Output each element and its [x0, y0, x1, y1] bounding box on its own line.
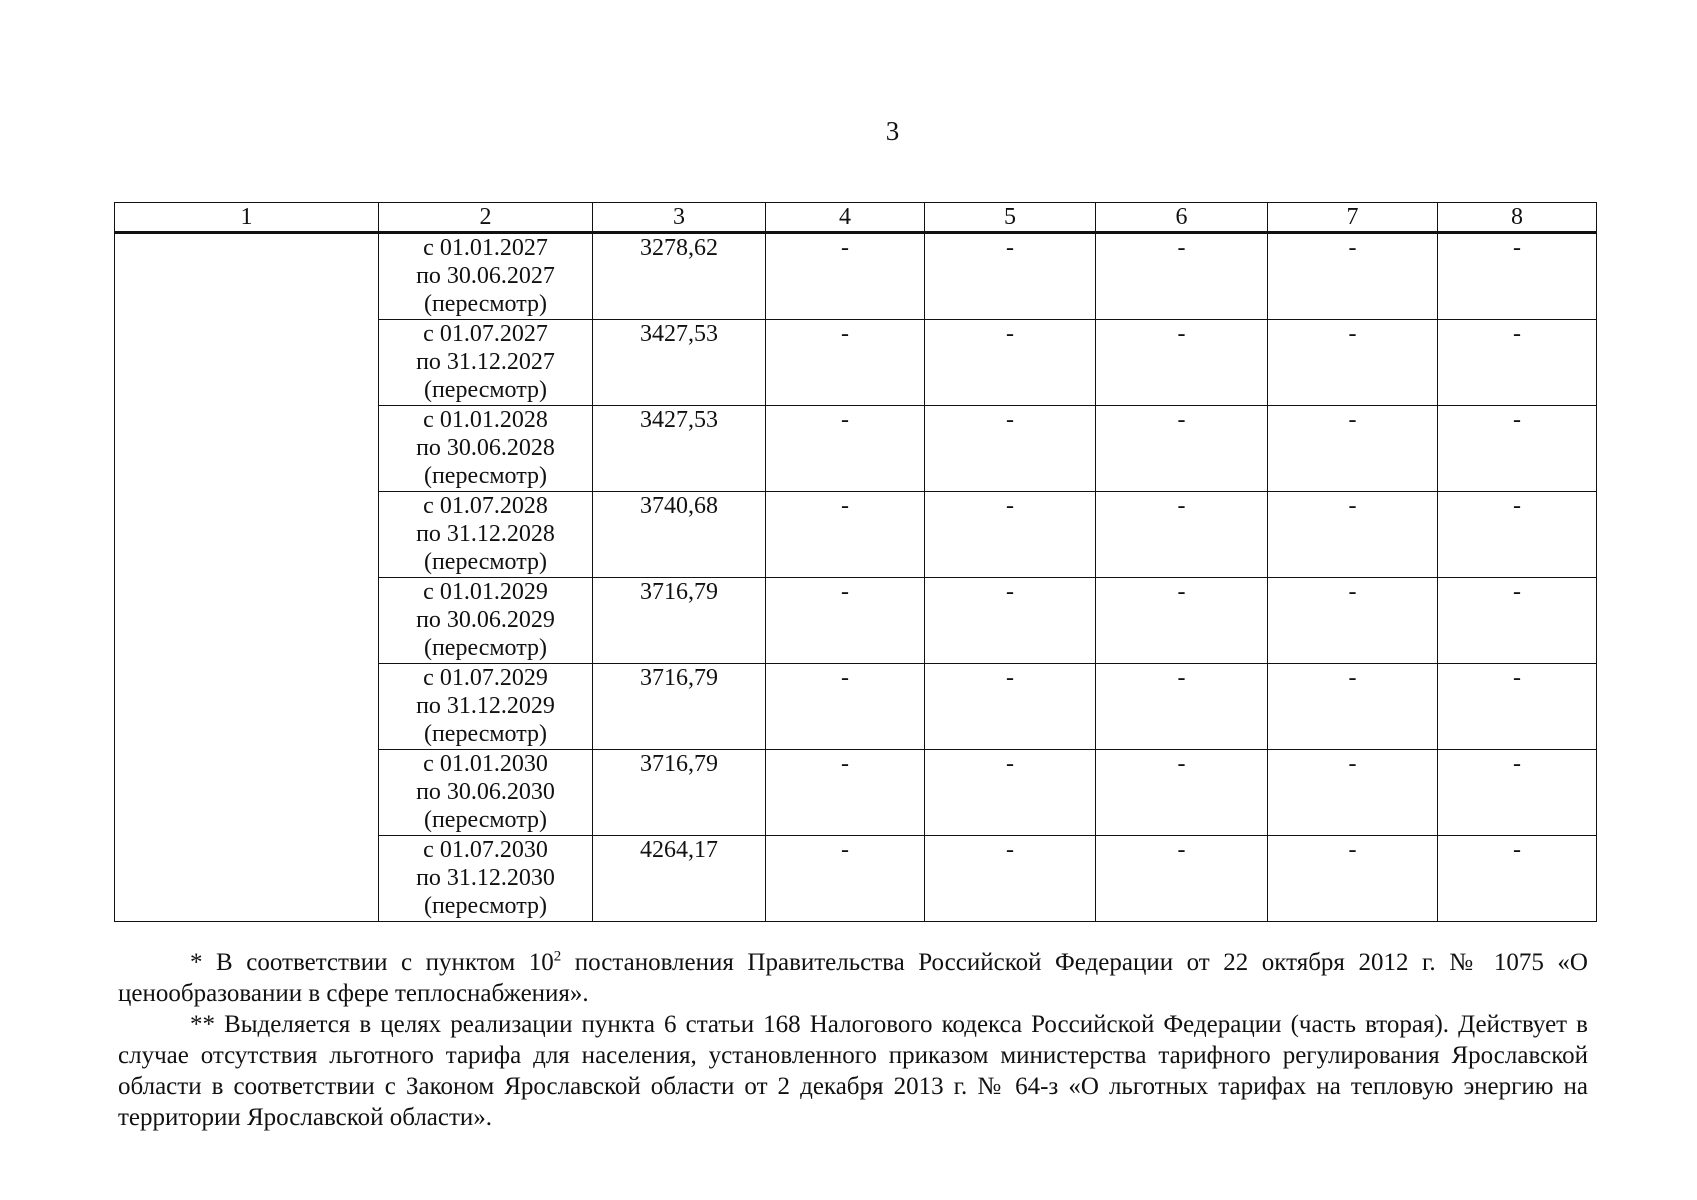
dash-cell: -	[1438, 750, 1597, 836]
period-from: с 01.07.2028	[423, 493, 548, 519]
dash-cell: -	[1438, 492, 1597, 578]
period-note: (пересмотр)	[423, 721, 548, 747]
footnote-1-start: * В соответствии с пунктом 10	[190, 949, 554, 976]
period-to: по 31.12.2030	[416, 865, 555, 891]
tariff-value: 3716,79	[593, 750, 766, 836]
merged-empty-cell	[115, 233, 379, 922]
dash-cell: -	[766, 320, 925, 406]
period-cell	[379, 320, 593, 406]
period-note: (пересмотр)	[423, 291, 548, 317]
period-note: (пересмотр)	[423, 893, 548, 919]
column-header-1: 1	[115, 203, 379, 233]
dash-cell: -	[1096, 664, 1268, 750]
tariff-value: 3427,53	[593, 406, 766, 492]
tariff-value: 3716,79	[593, 664, 766, 750]
period-cell	[379, 836, 593, 922]
column-header-7: 7	[1268, 203, 1438, 233]
period-from: с 01.07.2029	[423, 665, 548, 691]
footnote-1-superscript: 2	[553, 948, 562, 965]
dash-cell: -	[925, 578, 1096, 664]
column-header-4: 4	[766, 203, 925, 233]
period-cell	[379, 578, 593, 664]
dash-cell: -	[766, 836, 925, 922]
dash-cell: -	[1268, 233, 1438, 320]
period-from: с 01.01.2027	[423, 235, 548, 261]
column-header-5: 5	[925, 203, 1096, 233]
dash-cell: -	[1096, 750, 1268, 836]
dash-cell: -	[766, 492, 925, 578]
tariff-value: 4264,17	[593, 836, 766, 922]
dash-cell: -	[925, 664, 1096, 750]
column-header-2: 2	[379, 203, 593, 233]
header-row	[115, 203, 1597, 233]
period-to: по 30.06.2030	[416, 779, 555, 805]
tariff-table	[114, 202, 1597, 922]
dash-cell: -	[766, 406, 925, 492]
tariff-value: 3740,68	[593, 492, 766, 578]
dash-cell: -	[1268, 406, 1438, 492]
period-to: по 30.06.2027	[416, 263, 555, 289]
dash-cell: -	[766, 578, 925, 664]
column-header-8: 8	[1438, 203, 1597, 233]
dash-cell: -	[1438, 320, 1597, 406]
period-note: (пересмотр)	[423, 463, 548, 489]
dash-cell: -	[925, 406, 1096, 492]
dash-cell: -	[1438, 233, 1597, 320]
dash-cell: -	[1268, 664, 1438, 750]
dash-cell: -	[1268, 578, 1438, 664]
period-note: (пересмотр)	[423, 377, 548, 403]
dash-cell: -	[925, 750, 1096, 836]
period-cell	[379, 750, 593, 836]
period-cell	[379, 664, 593, 750]
period-to: по 30.06.2029	[416, 607, 555, 633]
dash-cell: -	[1096, 836, 1268, 922]
period-cell	[379, 406, 593, 492]
tariff-value: 3716,79	[593, 578, 766, 664]
dash-cell: -	[766, 750, 925, 836]
dash-cell: -	[925, 492, 1096, 578]
period-to: по 30.06.2028	[416, 435, 555, 461]
period-from: с 01.07.2027	[423, 321, 548, 347]
footnote-1-end: постановления Правительства Российской Федерации от 22 октября 2012 г. № 1075 «О ценообразовании в сфере теплоснабжения».	[118, 949, 1588, 1007]
tariff-value: 3278,62	[593, 233, 766, 320]
page-number: 3	[885, 116, 900, 146]
dash-cell: -	[925, 320, 1096, 406]
dash-cell: -	[1096, 578, 1268, 664]
footnote-2: ** Выделяется в целях реализации пункта 6 статьи 168 Налогового кодекса Российской Федерации (часть вторая). Действует в случае отсутствия льготного тарифа для населения, установленного приказом министерства тарифного регулирования Ярославской области в соответствии с Законом Ярославской области от 2 декабря 2013 г. № 64-з «О льготных тарифах на тепловую энергию на территории Ярославской области».	[118, 1011, 1588, 1131]
column-header-3: 3	[593, 203, 766, 233]
dash-cell: -	[1268, 320, 1438, 406]
footnote-1	[118, 947, 1588, 1009]
dash-cell: -	[1438, 664, 1597, 750]
dash-cell: -	[925, 836, 1096, 922]
dash-cell: -	[1438, 578, 1597, 664]
period-from: с 01.07.2030	[423, 837, 548, 863]
period-to: по 31.12.2027	[416, 349, 555, 375]
period-to: по 31.12.2029	[416, 693, 555, 719]
dash-cell: -	[766, 664, 925, 750]
dash-cell: -	[1096, 233, 1268, 320]
dash-cell: -	[1438, 836, 1597, 922]
dash-cell: -	[1096, 406, 1268, 492]
table-row	[115, 233, 1597, 320]
dash-cell: -	[1268, 836, 1438, 922]
footnotes	[118, 947, 1588, 1133]
period-to: по 31.12.2028	[416, 521, 555, 547]
period-note: (пересмотр)	[423, 549, 548, 575]
dash-cell: -	[1096, 492, 1268, 578]
period-cell	[379, 233, 593, 320]
period-note: (пересмотр)	[423, 635, 548, 661]
period-note: (пересмотр)	[423, 807, 548, 833]
dash-cell: -	[766, 233, 925, 320]
period-from: с 01.01.2030	[423, 751, 548, 777]
period-from: с 01.01.2029	[423, 579, 548, 605]
dash-cell: -	[1268, 750, 1438, 836]
dash-cell: -	[1096, 320, 1268, 406]
period-cell	[379, 492, 593, 578]
dash-cell: -	[925, 233, 1096, 320]
dash-cell: -	[1438, 406, 1597, 492]
period-from: с 01.01.2028	[423, 407, 548, 433]
dash-cell: -	[1268, 492, 1438, 578]
column-header-6: 6	[1096, 203, 1268, 233]
tariff-value: 3427,53	[593, 320, 766, 406]
